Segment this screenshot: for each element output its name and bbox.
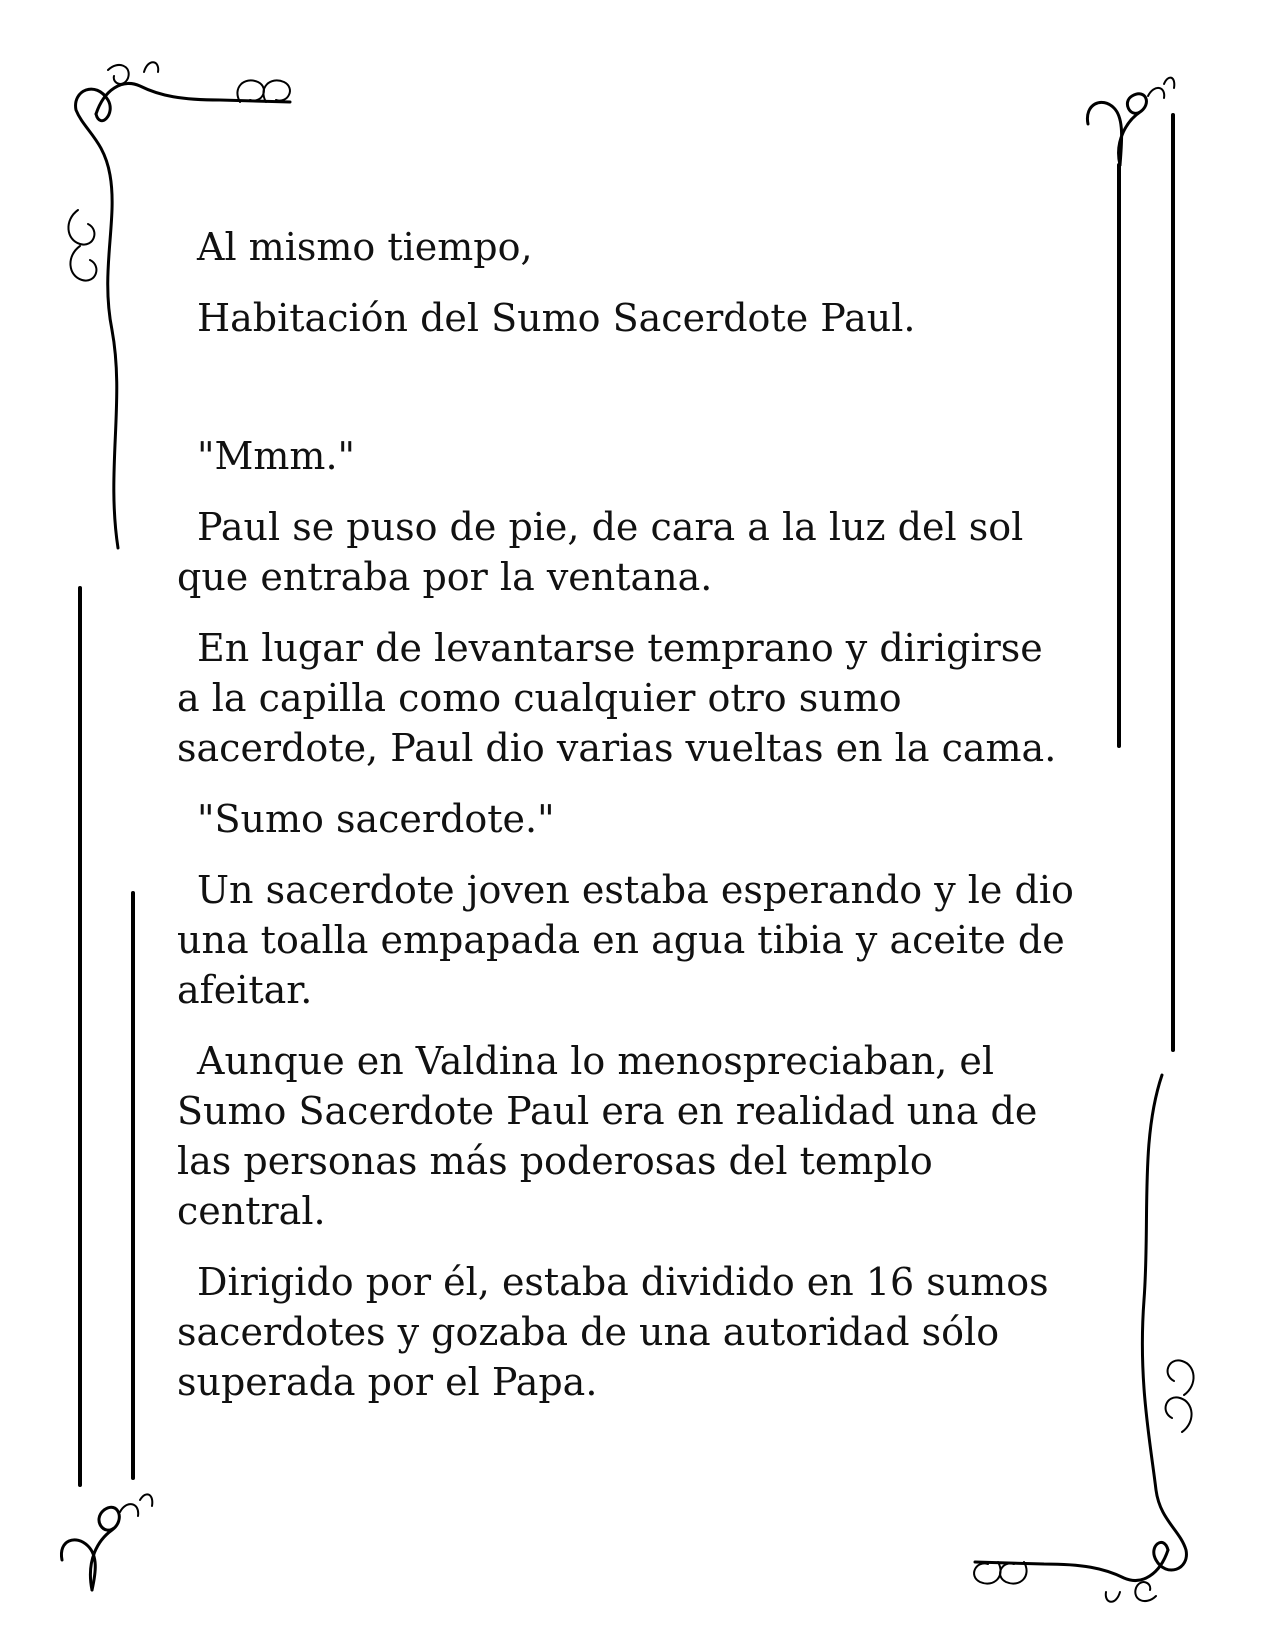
paragraph: Al mismo tiempo, bbox=[197, 225, 533, 269]
paragraph: Dirigido por él, estaba dividido en 16 sumos sacerdotes y gozaba de una autoridad sólo superada por el Papa. bbox=[177, 1260, 1049, 1404]
paragraph: "Sumo sacerdote." bbox=[197, 797, 555, 841]
page-body bbox=[177, 222, 1077, 1428]
bottom-left-flourish bbox=[61, 893, 152, 1590]
paragraph: Habitación del Sumo Sacerdote Paul. bbox=[197, 296, 916, 340]
paragraph: Paul se puso de pie, de cara a la luz del sol que entraba por la ventana. bbox=[177, 505, 1024, 599]
top-right-flourish bbox=[1087, 78, 1174, 1050]
paragraph: "Mmm." bbox=[197, 434, 356, 478]
paragraph: Aunque en Valdina lo menospreciaban, el Sumo Sacerdote Paul era en realidad una de las personas más poderosas del templo central. bbox=[177, 1039, 1038, 1233]
paragraph: En lugar de levantarse temprano y dirigirse a la capilla como cualquier otro sumo sacerdote, Paul dio varias vueltas en la cama. bbox=[177, 626, 1057, 770]
paragraph: Un sacerdote joven estaba esperando y le dio una toalla empapada en agua tibia y aceite de afeitar. bbox=[177, 868, 1074, 1012]
